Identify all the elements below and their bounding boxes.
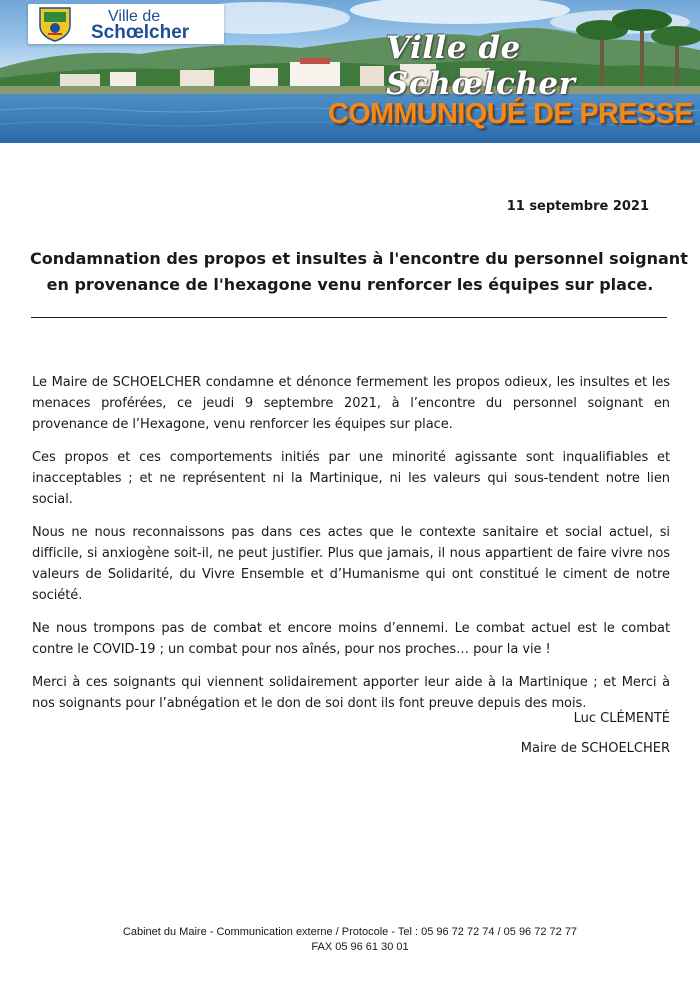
headline-divider [31,317,667,318]
headline [30,246,688,298]
signatory-name: Luc CLÉMENTÉ [573,711,670,726]
body-paragraph: Ne nous trompons pas de combat et encore moins d’ennemi. Le combat actuel est le combat contre le COVID-19 ; un combat pour nos aînés, pour nos proches… pour la vie ! [32,621,670,657]
banner-script-title: Ville de Schœlcher [386,30,576,102]
footer-fax-line: FAX 05 96 61 30 01 [311,941,409,953]
body-paragraph: Nous ne nous reconnaissons pas dans ces actes que le contexte sanitaire et social actuel, si difficile, si anxiogène soit-il, ne peut justifier. Plus que jamais, il nous appartient de faire vivre nos valeurs de Solidarité, du Vivre Ensemble et d’Humanisme qui ont constitué le ciment de notre société. [32,525,670,603]
body-paragraph: Le Maire de SCHOELCHER condamne et dénonce fermement les propos odieux, les insultes et les menaces proférées, ce jeudi 9 septembre 2021, à l’encontre du personnel soignant en provenance de l’Hexagone, venu renforcer les équipes sur place. [32,375,670,432]
headline-line-2: en provenance de l'hexagone venu renforcer les équipes sur place. [46,275,654,294]
body-paragraph: Merci à ces soignants qui viennent solidairement apporter leur aide à la Martinique ; et Merci à nos soignants pour l’abnégation et le don de soi dont ils font preuve depuis des mois. [32,675,670,711]
body-paragraph: Ces propos et ces comportements initiés par une minorité agissante sont inqualifiables et inacceptables ; et ne représentent ni la Martinique, ni les valeurs qui sous-tendent notre lien social. [32,450,670,507]
release-date: 11 septembre 2021 [506,199,649,214]
header-banner [0,0,700,143]
footer-contact-line: Cabinet du Maire - Communication externe / Protocole - Tel : 05 96 72 72 74 / 05 96 72 72 77 [122,926,578,938]
press-release-title: COMMUNIQUÉ DE PRESSE [328,98,693,130]
logo-text-schoelcher: Schœlcher [91,22,190,43]
coat-of-arms-icon [36,6,74,42]
headline-line-1: Condamnation des propos et insultes à l'encontre du personnel soignant [30,249,688,268]
logo-text-ville-de: Ville de [108,8,161,25]
contact-footer [0,925,700,955]
signatory-title: Maire de SCHOELCHER [520,741,670,756]
press-release-body [32,372,670,726]
city-logo [28,4,224,44]
